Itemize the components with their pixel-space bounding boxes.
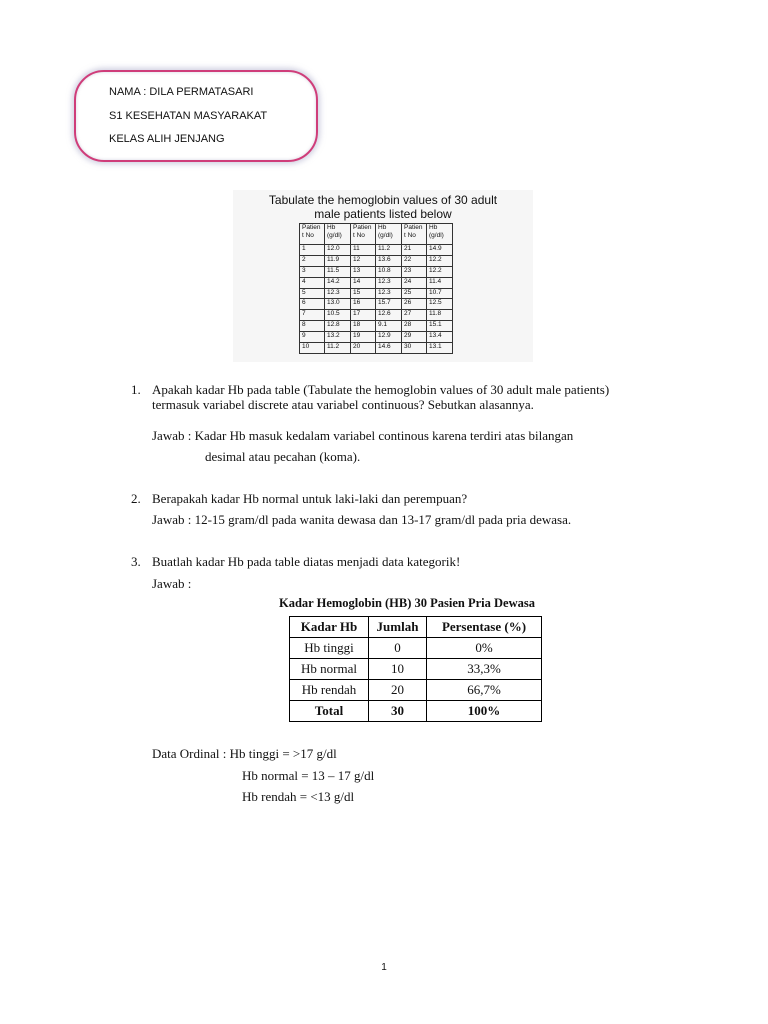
header-hb: Hb (g/dl) — [427, 224, 453, 245]
answer-3-line1: Jawab : — [152, 576, 192, 591]
patient-number-cell: 29 — [402, 332, 427, 343]
row-count: 20 — [369, 680, 427, 701]
hb-value-cell: 11.2 — [376, 245, 402, 256]
answer-1-line1: Jawab : Kadar Hb masuk kedalam variabel continous karena terdiri atas bilangan — [152, 428, 574, 443]
study-program: S1 KESEHATAN MASYARAKAT — [109, 110, 268, 122]
table-row — [300, 245, 453, 256]
table-row — [290, 680, 542, 701]
hb-value-cell: 12.3 — [325, 288, 351, 299]
table-row — [300, 288, 453, 299]
patient-number-cell: 7 — [300, 310, 325, 321]
patient-number-cell: 15 — [351, 288, 376, 299]
table-row — [300, 343, 453, 354]
hb-value-cell: 11.8 — [427, 310, 453, 321]
table-row — [300, 299, 453, 310]
patient-number-cell: 22 — [402, 255, 427, 266]
hb-value-cell: 11.9 — [325, 255, 351, 266]
category-table — [289, 616, 542, 722]
table-row — [300, 266, 453, 277]
header-patient: Patien t No — [300, 224, 325, 245]
ordinal-line3: Hb rendah = <13 g/dl — [242, 789, 355, 804]
hb-value-cell: 12.3 — [376, 288, 402, 299]
patient-number-cell: 24 — [402, 277, 427, 288]
hb-value-cell: 9.1 — [376, 321, 402, 332]
header-patient: Patien t No — [351, 224, 376, 245]
patient-number-cell: 13 — [351, 266, 376, 277]
patient-number-cell: 19 — [351, 332, 376, 343]
patient-number-cell: 11 — [351, 245, 376, 256]
table-row — [300, 310, 453, 321]
category-table-caption: Kadar Hemoglobin (HB) 30 Pasien Pria Dewasa — [278, 596, 535, 610]
row-label: Hb normal — [290, 659, 369, 680]
patient-number-cell: 21 — [402, 245, 427, 256]
patient-number-cell: 28 — [402, 321, 427, 332]
question-3-number: 3. — [131, 554, 141, 569]
patient-number-cell: 1 — [300, 245, 325, 256]
row-percent: 66,7% — [427, 680, 542, 701]
hb-value-cell: 13.0 — [325, 299, 351, 310]
patient-number-cell: 25 — [402, 288, 427, 299]
table-row — [300, 321, 453, 332]
hb-value-cell: 12.2 — [427, 255, 453, 266]
table-total-row — [290, 701, 542, 722]
header-hb: Hb (g/dl) — [376, 224, 402, 245]
patient-number-cell: 3 — [300, 266, 325, 277]
header-patient: Patien t No — [402, 224, 427, 245]
table-row — [290, 659, 542, 680]
row-label: Hb rendah — [290, 680, 369, 701]
patient-number-cell: 14 — [351, 277, 376, 288]
hb-value-cell: 12.0 — [325, 245, 351, 256]
hb-value-cell: 15.7 — [376, 299, 402, 310]
patient-number-cell: 12 — [351, 255, 376, 266]
table-row — [300, 332, 453, 343]
page-number: 1 — [381, 962, 387, 973]
header-jumlah: Jumlah — [369, 617, 427, 638]
hb-value-cell: 12.8 — [325, 321, 351, 332]
figure-title-line2: male patients listed below — [314, 207, 452, 221]
patient-number-cell: 20 — [351, 343, 376, 354]
patient-number-cell: 5 — [300, 288, 325, 299]
patient-number-cell: 8 — [300, 321, 325, 332]
hemoglobin-source-table — [299, 223, 453, 354]
patient-number-cell: 17 — [351, 310, 376, 321]
row-count: 0 — [369, 638, 427, 659]
total-label: Total — [290, 701, 369, 722]
patient-number-cell: 10 — [300, 343, 325, 354]
patient-number-cell: 2 — [300, 255, 325, 266]
hb-value-cell: 13.6 — [376, 255, 402, 266]
hb-value-cell: 14.9 — [427, 245, 453, 256]
hb-value-cell: 10.7 — [427, 288, 453, 299]
figure-title — [233, 193, 533, 221]
question-3-text: Buatlah kadar Hb pada table diatas menjadi data kategorik! — [152, 554, 461, 569]
question-2-number: 2. — [131, 491, 141, 506]
hb-value-cell: 15.1 — [427, 321, 453, 332]
hb-value-cell: 10.5 — [325, 310, 351, 321]
row-percent: 0% — [427, 638, 542, 659]
student-name: NAMA : DILA PERMATASARI — [109, 86, 254, 98]
table-row — [300, 277, 453, 288]
figure-title-line1: Tabulate the hemoglobin values of 30 adult — [268, 193, 498, 207]
hb-value-cell: 12.6 — [376, 310, 402, 321]
patient-number-cell: 4 — [300, 277, 325, 288]
question-2-text: Berapakah kadar Hb normal untuk laki-laki dan perempuan? — [152, 491, 468, 506]
hb-value-cell: 12.2 — [427, 266, 453, 277]
header-persentase: Persentase (%) — [427, 617, 542, 638]
category-table-header — [290, 617, 542, 638]
question-1-text: Apakah kadar Hb pada table (Tabulate the hemoglobin values of 30 adult male patients) termasuk variabel discrete atau variabel continuous? Sebutkan alasannya. — [152, 382, 610, 412]
hb-value-cell: 11.4 — [427, 277, 453, 288]
total-count: 30 — [369, 701, 427, 722]
hemoglobin-figure — [233, 190, 533, 362]
hb-value-cell: 12.3 — [376, 277, 402, 288]
hb-value-cell: 11.2 — [325, 343, 351, 354]
class-name: KELAS ALIH JENJANG — [109, 133, 225, 145]
table-row — [290, 638, 542, 659]
row-percent: 33,3% — [427, 659, 542, 680]
patient-number-cell: 9 — [300, 332, 325, 343]
header-kadar-hb: Kadar Hb — [290, 617, 369, 638]
source-table-header — [300, 224, 453, 245]
ordinal-line2: Hb normal = 13 – 17 g/dl — [242, 768, 375, 783]
patient-number-cell: 30 — [402, 343, 427, 354]
hb-value-cell: 12.5 — [427, 299, 453, 310]
question-1-number: 1. — [131, 382, 141, 397]
patient-number-cell: 27 — [402, 310, 427, 321]
header-hb: Hb (g/dl) — [325, 224, 351, 245]
hb-value-cell: 14.2 — [325, 277, 351, 288]
hb-value-cell: 12.9 — [376, 332, 402, 343]
identity-box — [74, 70, 318, 162]
patient-number-cell: 16 — [351, 299, 376, 310]
hb-value-cell: 13.1 — [427, 343, 453, 354]
hb-value-cell: 13.4 — [427, 332, 453, 343]
answer-2-line1: Jawab : 12-15 gram/dl pada wanita dewasa dan 13-17 gram/dl pada pria dewasa. — [152, 512, 572, 527]
hb-value-cell: 11.5 — [325, 266, 351, 277]
row-label: Hb tinggi — [290, 638, 369, 659]
table-row — [300, 255, 453, 266]
hb-value-cell: 10.8 — [376, 266, 402, 277]
patient-number-cell: 26 — [402, 299, 427, 310]
hb-value-cell: 13.2 — [325, 332, 351, 343]
patient-number-cell: 23 — [402, 266, 427, 277]
hb-value-cell: 14.6 — [376, 343, 402, 354]
answer-1-line2: desimal atau pecahan (koma). — [205, 449, 361, 464]
ordinal-line1: Data Ordinal : Hb tinggi = >17 g/dl — [152, 746, 337, 761]
total-percent: 100% — [427, 701, 542, 722]
patient-number-cell: 18 — [351, 321, 376, 332]
patient-number-cell: 6 — [300, 299, 325, 310]
row-count: 10 — [369, 659, 427, 680]
